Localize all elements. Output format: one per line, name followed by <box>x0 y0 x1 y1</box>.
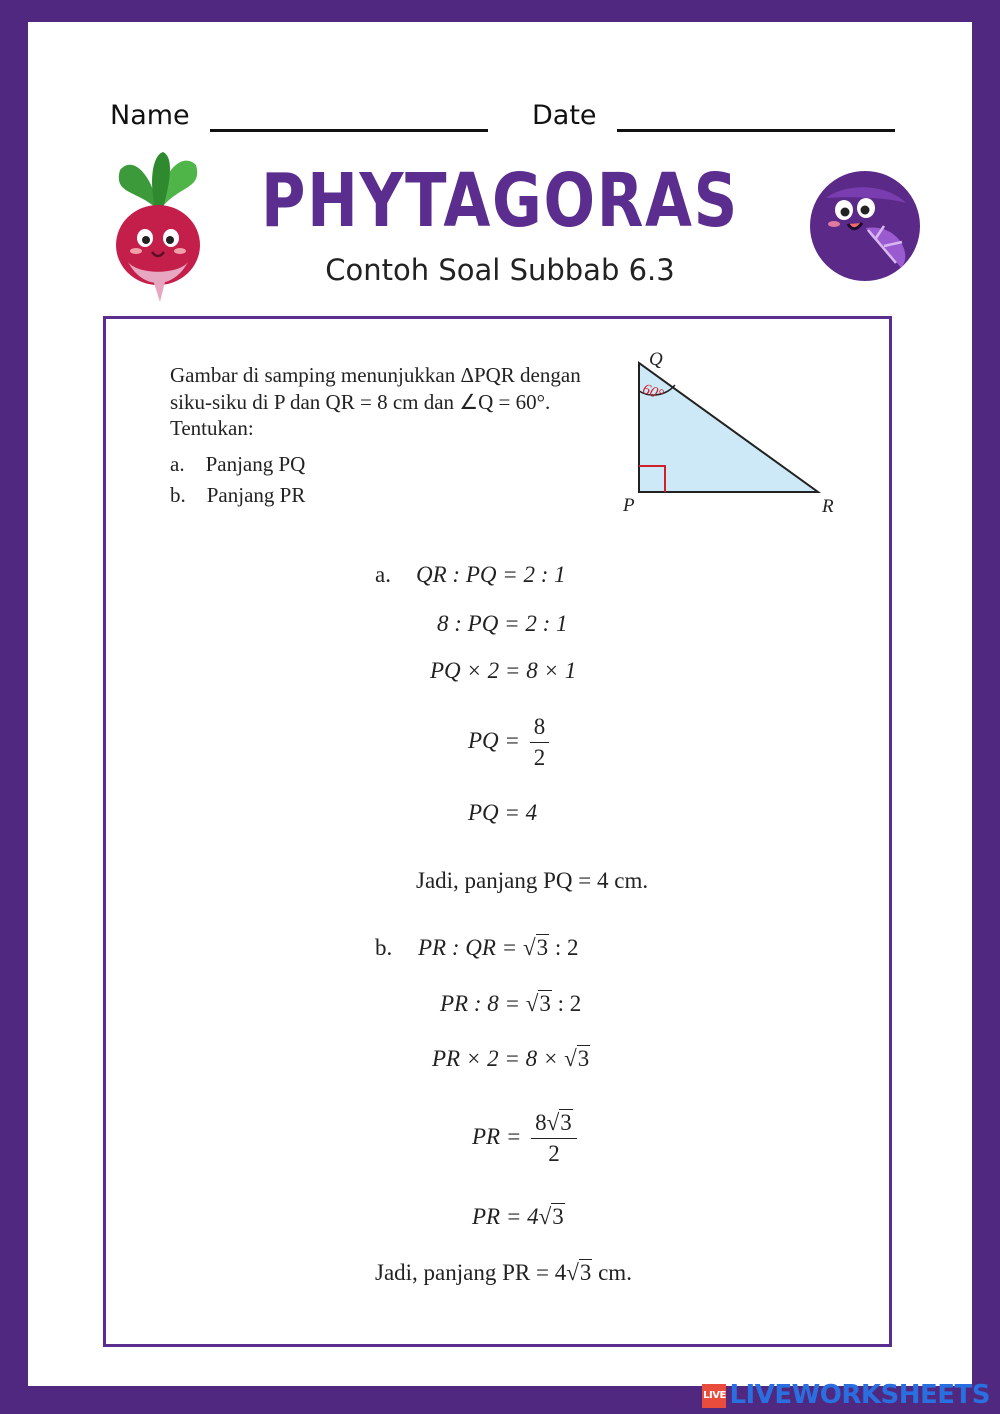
conclusion-rhs: cm. <box>598 1260 632 1285</box>
problem-item-a <box>170 451 305 477</box>
name-input-line[interactable] <box>210 129 488 132</box>
solution-a-step-4 <box>468 714 549 771</box>
solution-b-step-2: PR : 8 = √3 : 2 <box>440 991 582 1016</box>
live-badge-icon: LIVE <box>702 1384 726 1408</box>
sqrt-radicand: 3 <box>536 935 549 960</box>
step-5-lhs: PR = 4 <box>472 1204 539 1229</box>
solution-a-conclusion: Jadi, panjang PQ = 4 cm. <box>416 868 649 893</box>
fraction-numerator: 8√3 <box>531 1110 577 1139</box>
name-label: Name <box>110 100 190 131</box>
fraction-denominator: 2 <box>533 745 546 770</box>
solution-b-step-5: PR = 4√3 <box>472 1204 564 1229</box>
step-2-lhs: PR : 8 = <box>440 991 521 1016</box>
fraction <box>530 714 550 771</box>
solution-a-step-2: 8 : PQ = 2 : 1 <box>437 611 568 636</box>
brand-text: LIVEWORKSHEETS <box>729 1380 990 1410</box>
step-4-lhs: PR = <box>472 1123 522 1149</box>
conclusion-lhs: Jadi, panjang PR = 4 <box>375 1260 567 1285</box>
step-3-lhs: PR × 2 = 8 × <box>432 1046 559 1071</box>
numerator-coefficient: 8 <box>535 1110 547 1135</box>
page-title: PHYTAGORAS <box>260 158 740 244</box>
solution-a-step-5: PQ = 4 <box>468 800 538 825</box>
item-b-prefix: b. <box>170 483 186 507</box>
item-b-text: Panjang PR <box>206 483 306 507</box>
problem-item-b <box>170 482 305 508</box>
sqrt-radicand: 3 <box>577 1046 590 1071</box>
page-subtitle: Contoh Soal Subbab 6.3 <box>325 253 675 287</box>
step-2-rhs: : 2 <box>557 991 582 1016</box>
fraction <box>531 1110 577 1167</box>
step-1-rhs: : 2 <box>554 935 579 960</box>
vertex-r-label: R <box>822 496 834 517</box>
solution-a-step-3: PQ × 2 = 8 × 1 <box>430 658 577 683</box>
problem-line-1: Gambar di samping menunjukkan ΔPQR dengan <box>170 363 581 387</box>
fraction-numerator: 8 <box>530 714 550 743</box>
liveworksheets-logo[interactable] <box>702 1380 990 1410</box>
solution-b-step-4 <box>472 1110 577 1167</box>
fraction-denominator: 2 <box>548 1141 560 1166</box>
solution-b-step-3: PR × 2 = 8 × √3 <box>432 1046 590 1071</box>
angle-label: 60° <box>640 381 666 404</box>
vertex-q-label: Q <box>649 349 663 370</box>
vertex-p-label: P <box>623 495 635 516</box>
date-label: Date <box>532 100 597 131</box>
solution-b-step-1: PR : QR = √3 : 2 <box>418 935 579 960</box>
solution-a-step-4-lhs: PQ = <box>468 727 520 753</box>
problem-line-3: Tentukan: <box>170 416 254 440</box>
item-a-prefix: a. <box>170 452 185 476</box>
item-a-text: Panjang PQ <box>205 452 306 476</box>
date-input-line[interactable] <box>617 129 895 132</box>
triangle-diagram <box>615 345 855 520</box>
sqrt-radicand: 3 <box>560 1110 572 1135</box>
solution-a-label: a. <box>375 562 391 587</box>
step-1-lhs: PR : QR = <box>418 935 518 960</box>
sqrt-radicand: 3 <box>579 1260 592 1285</box>
solution-a-step-1: QR : PQ = 2 : 1 <box>416 562 566 587</box>
problem-line-2: siku-siku di P dan QR = 8 cm dan ∠Q = 60°. <box>170 390 551 414</box>
solution-b-conclusion: Jadi, panjang PR = 4√3 cm. <box>375 1260 632 1285</box>
solution-b-label: b. <box>375 935 393 960</box>
sqrt-radicand: 3 <box>539 991 551 1016</box>
sqrt-radicand: 3 <box>552 1204 564 1229</box>
